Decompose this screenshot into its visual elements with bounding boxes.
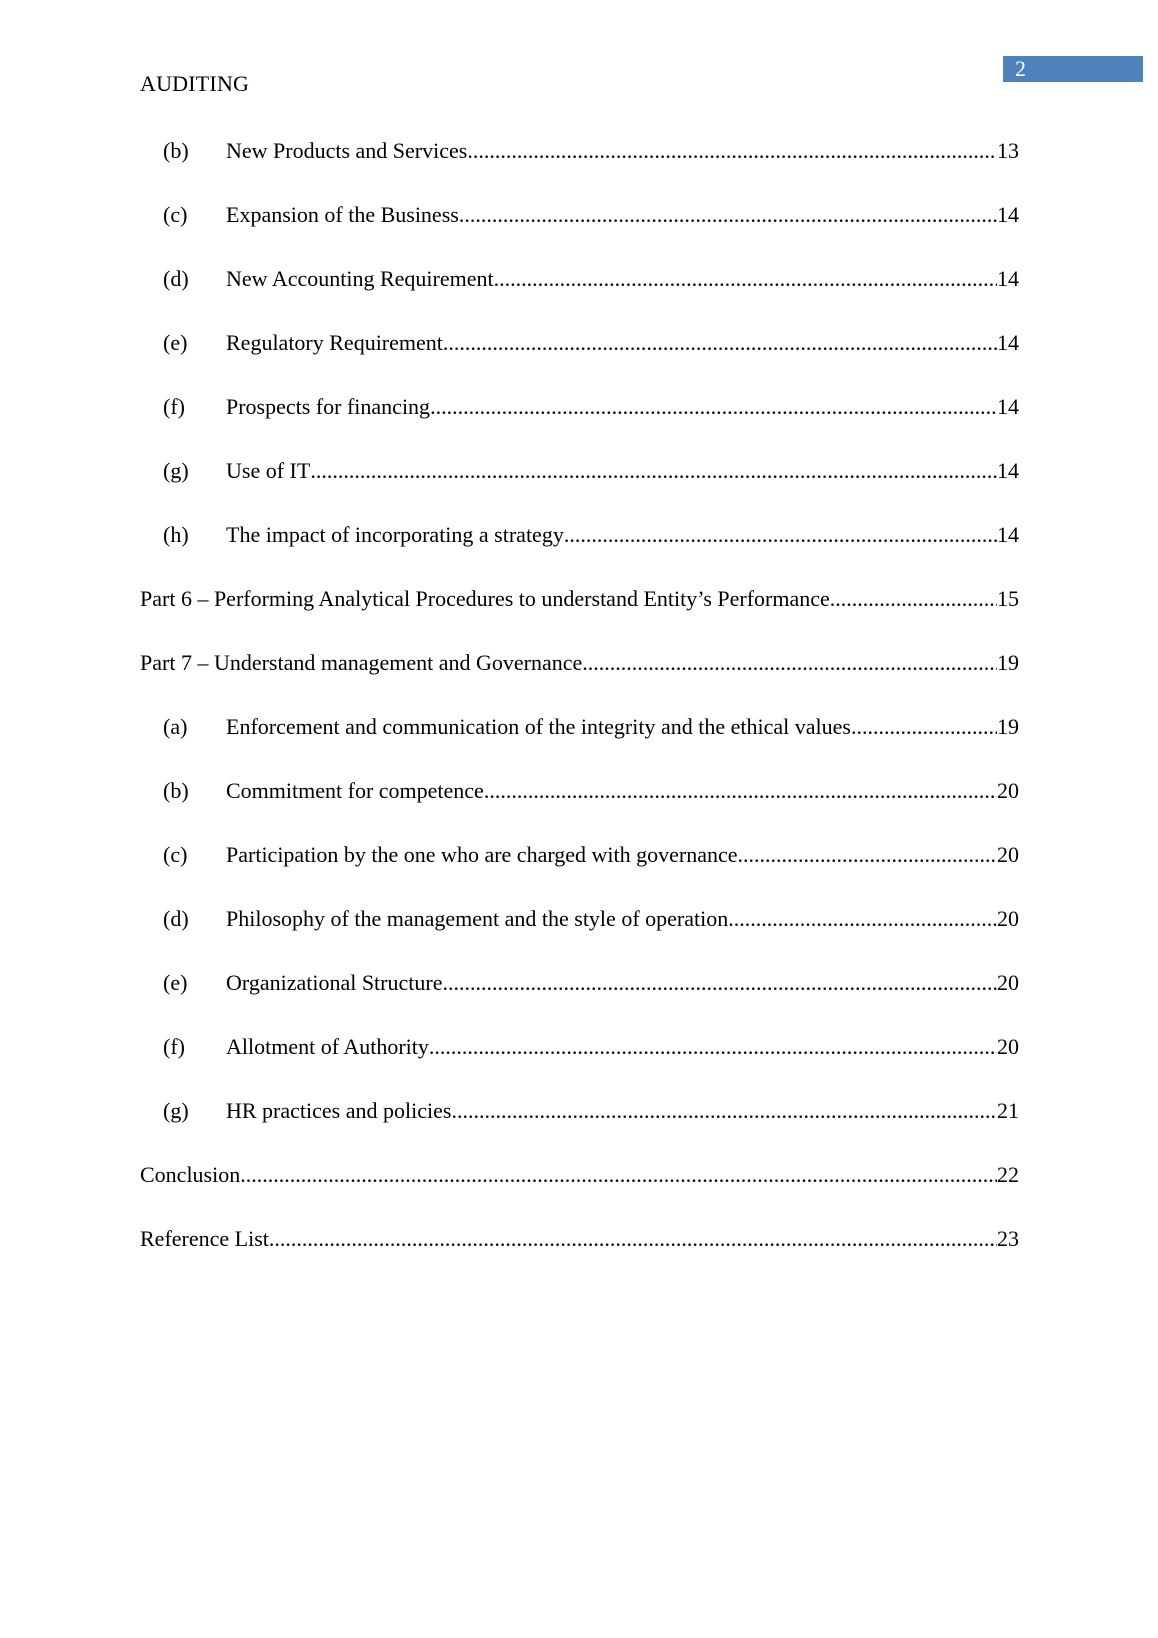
toc-dot-leader — [240, 1161, 997, 1189]
toc-entry-title: Conclusion — [140, 1162, 241, 1187]
toc-entry-page-number: 14 — [997, 522, 1019, 547]
toc-entry-label: (c) — [163, 202, 188, 227]
toc-dot-leader — [484, 777, 997, 805]
toc-entry-page-number: 15 — [997, 586, 1019, 611]
toc-entry-title: Commitment for competence — [226, 778, 484, 803]
toc-entry-label: (d) — [163, 266, 189, 291]
toc-entry[interactable] — [140, 393, 1019, 457]
toc-entry-page-number: 20 — [997, 778, 1019, 803]
toc-entry-title: HR practices and policies — [226, 1098, 452, 1123]
toc-entry[interactable] — [140, 265, 1019, 329]
running-header: AUDITING — [140, 71, 250, 96]
toc-entry[interactable] — [140, 201, 1019, 265]
toc-entry[interactable] — [140, 1097, 1019, 1161]
toc-entry-page-number: 14 — [997, 394, 1019, 419]
toc-entry-title: Use of IT — [226, 458, 311, 483]
toc-entry[interactable] — [140, 457, 1019, 521]
toc-entry-label: (d) — [163, 906, 189, 931]
toc-entry-title: New Products and Services — [226, 138, 468, 163]
toc-dot-leader — [269, 1225, 997, 1253]
toc-dot-leader — [459, 201, 997, 229]
toc-entry[interactable] — [140, 1033, 1019, 1097]
toc-entry-title: Prospects for financing — [226, 394, 431, 419]
toc-entry-title: Part 6 – Performing Analytical Procedures to understand Entity’s Performance — [140, 586, 830, 611]
toc-entry-page-number: 14 — [997, 266, 1019, 291]
toc-entry-title: Allotment of Authority — [226, 1034, 429, 1059]
toc-entry-page-number: 14 — [997, 202, 1019, 227]
toc-entry[interactable] — [140, 1225, 1019, 1289]
toc-dot-leader — [582, 649, 997, 677]
table-of-contents — [140, 137, 1019, 1289]
toc-entry-title: Reference List — [140, 1226, 269, 1251]
toc-entry-label: (b) — [163, 138, 189, 163]
toc-entry-label: (a) — [163, 714, 188, 739]
toc-entry-page-number: 20 — [997, 906, 1019, 931]
page-number-badge — [1003, 56, 1143, 82]
toc-entry[interactable] — [140, 329, 1019, 393]
toc-entry-label: (f) — [163, 1034, 185, 1059]
toc-dot-leader — [467, 137, 997, 165]
toc-entry[interactable] — [140, 777, 1019, 841]
toc-dot-leader — [728, 905, 997, 933]
toc-entry-page-number: 19 — [997, 650, 1019, 675]
toc-entry[interactable] — [140, 521, 1019, 585]
toc-entry-title: Enforcement and communication of the integrity and the ethical values — [226, 714, 851, 739]
toc-entry-title: Philosophy of the management and the style of operation — [226, 906, 729, 931]
toc-entry-title: Part 7 – Understand management and Governance — [140, 650, 583, 675]
toc-entry-page-number: 13 — [997, 138, 1019, 163]
toc-entry-page-number: 20 — [997, 970, 1019, 995]
toc-entry[interactable] — [140, 841, 1019, 905]
toc-entry-label: (e) — [163, 970, 188, 995]
toc-entry-title: Expansion of the Business — [226, 202, 459, 227]
toc-dot-leader — [451, 1097, 997, 1125]
toc-entry-page-number: 14 — [997, 458, 1019, 483]
toc-entry-title: The impact of incorporating a strategy — [226, 522, 564, 547]
toc-entry-label: (f) — [163, 394, 185, 419]
toc-entry-page-number: 22 — [997, 1162, 1019, 1187]
toc-entry-title: Participation by the one who are charged with governance — [226, 842, 738, 867]
toc-entry-page-number: 14 — [997, 330, 1019, 355]
toc-entry-label: (g) — [163, 458, 189, 483]
toc-entry-label: (g) — [163, 1098, 189, 1123]
toc-dot-leader — [430, 393, 997, 421]
toc-dot-leader — [429, 1033, 997, 1061]
toc-entry[interactable] — [140, 585, 1019, 649]
toc-dot-leader — [851, 713, 997, 741]
toc-entry-title: Regulatory Requirement — [226, 330, 443, 355]
toc-entry-page-number: 21 — [997, 1098, 1019, 1123]
toc-entry[interactable] — [140, 137, 1019, 201]
toc-entry[interactable] — [140, 649, 1019, 713]
toc-entry-page-number: 23 — [997, 1226, 1019, 1251]
toc-entry-page-number: 20 — [997, 1034, 1019, 1059]
toc-entry[interactable] — [140, 1161, 1019, 1225]
toc-entry-title: Organizational Structure — [226, 970, 443, 995]
toc-entry-page-number: 19 — [997, 714, 1019, 739]
toc-entry-page-number: 20 — [997, 842, 1019, 867]
toc-dot-leader — [830, 585, 997, 613]
toc-dot-leader — [442, 969, 997, 997]
toc-dot-leader — [443, 329, 997, 357]
page-number: 2 — [1015, 56, 1026, 81]
toc-dot-leader — [494, 265, 997, 293]
toc-entry-label: (b) — [163, 778, 189, 803]
toc-entry-label: (c) — [163, 842, 188, 867]
toc-entry[interactable] — [140, 713, 1019, 777]
toc-entry[interactable] — [140, 969, 1019, 1033]
toc-dot-leader — [738, 841, 997, 869]
toc-dot-leader — [310, 457, 997, 485]
toc-entry-title: New Accounting Requirement — [226, 266, 494, 291]
toc-entry-label: (e) — [163, 330, 188, 355]
toc-dot-leader — [564, 521, 997, 549]
toc-entry-label: (h) — [163, 522, 189, 547]
toc-entry[interactable] — [140, 905, 1019, 969]
